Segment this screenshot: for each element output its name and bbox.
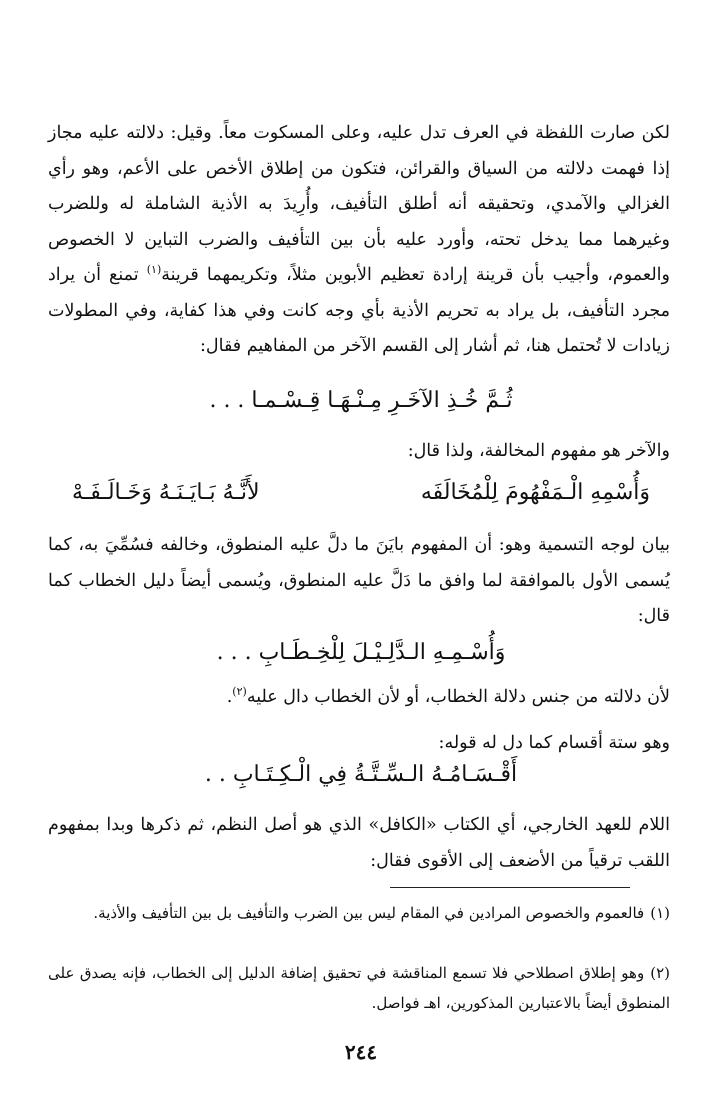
page-number: ٢٤٤ [344, 1040, 378, 1064]
paragraph-4-end: . [226, 687, 233, 707]
verse-line-2 [72, 480, 650, 505]
footnote-ref-1[interactable]: (١) [146, 263, 162, 277]
paragraph-4-body: لأن دلالته من جنس دلالة الخطاب، أو لأن الخطاب دال عليه [246, 687, 670, 707]
paragraph-3-text: بيان لوجه التسمية وهو: أن المفهوم بايَنَ ما دلَّ عليه المنطوق، وخالفه فسُمِّيَ به، كما يُسمى الأول بالموافقة لما وافق ما دَلَّ عليه المنطوق، ويُسمى أيضاً دليل الخطاب كما قال: [48, 535, 670, 626]
footnote-2-mark: (٢) [650, 964, 670, 982]
footnote-2 [48, 958, 670, 1018]
paragraph-2 [48, 434, 670, 470]
verse-line-4: أَقْـسَـامُـهُ الـسِّـتَّـةُ فِي الْـكِـتَـابِ . . [204, 762, 518, 787]
paragraph-1-text [48, 116, 670, 365]
paragraph-1-body: لكن صارت اللفظة في العرف تدل عليه، وعلى المسكوت معاً. وقيل: دلالته عليه مجاز إذا فهمت دلالته من السياق والقرائن، فتكون من إطلاق الأخص على الأعم، وهو رأي الغزالي والآمدي، وتحقيقه أنه أطلق التأفيف، وأُرِيدَ به الأذية الشاملة له وللضرب وغيرهما مما يدخل تحته، وأورد عليه بأن بين التأفيف والضرب التباين لا الخصوص والعموم، وأجيب بأن قرينة إرادة تعظيم الأبوين مثلاً، وتكريمهما قرينة [48, 123, 670, 285]
footnote-1 [48, 898, 670, 928]
paragraph-2-text: والآخر هو مفهوم المخالفة، ولذا قال: [407, 441, 670, 461]
footnote-1-text: فالعموم والخصوص المرادين في المقام ليس بين الضرب والتأفيف بل بين التأفيف والأذية. [93, 904, 645, 922]
paragraph-6-text: اللام للعهد الخارجي، أي الكتاب «الكافل» الذي هو أصل النظم، ثم ذكرها وبدا بمفهوم اللقب ترقياً من الأضعف إلى الأقوى فقال: [48, 815, 670, 871]
paragraph-4-text [48, 680, 670, 716]
paragraph-1 [48, 116, 670, 365]
paragraph-4 [48, 680, 670, 716]
footnote-2-text: وهو إطلاق اصطلاحي فلا تسمع المناقشة في تحقيق إضافة الدليل إلى الخطاب، فإنه يصدق على المنطوق أيضاً بالاعتبارين المذكورين، اهـ فواصل. [48, 964, 670, 1012]
verse-line-3: وَأُسْـمِـهِ الـدَّلِـيْـلَ لِلْخِـطَـابِ . . . [216, 640, 506, 665]
paragraph-6 [48, 808, 670, 879]
paragraph-5-text: وهو ستة أقسام كما دل له قوله: [438, 733, 670, 753]
footnote-ref-2[interactable]: (٢) [232, 685, 247, 699]
paragraph-5 [48, 726, 670, 762]
verse-line-1: ثُـمَّ خُـذِ الآخَـرِ مِـنْـهَـا قِـسْـمـا . . . [209, 388, 513, 413]
paragraph-1-continuation: تمنع أن يراد مجرد التأفيف، بل يراد به تحريم الأذية بأي وجه كانت وفي هذا كفاية، وفي المطولات زيادات لا تُحتمل هنا، ثم أشار إلى القسم الآخر من المفاهيم فقال: [48, 265, 670, 356]
footnote-1-mark: (١) [650, 904, 670, 922]
verse-2-second-hemistich: لأَنَّـهُ بَـايَـنَـهُ وَخَـالَـفَـهْ [72, 480, 260, 505]
footnote-separator [390, 887, 630, 888]
paragraph-3 [48, 528, 670, 635]
verse-2-first-hemistich: وَأُسْمِهِ الْـمَفْهُومَ لِلْمُخَالَفَه [420, 480, 650, 505]
